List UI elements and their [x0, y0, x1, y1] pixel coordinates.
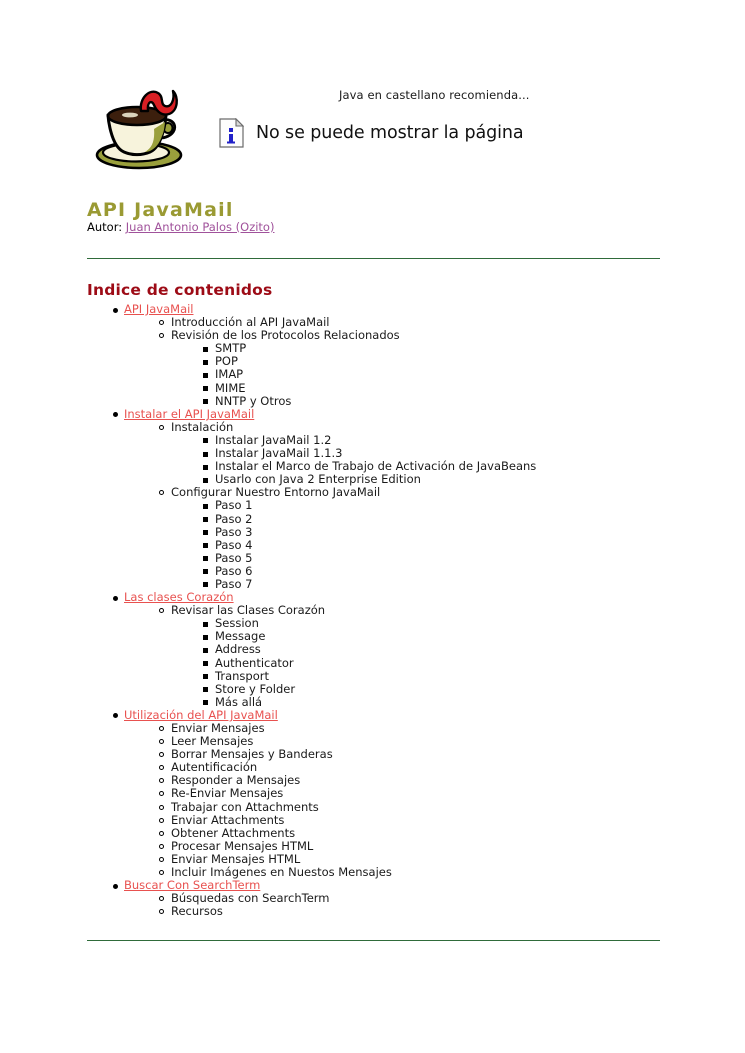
square-bullet-icon [203, 452, 208, 457]
toc-label: Recursos [171, 904, 223, 919]
toc-item-level3 [192, 552, 687, 565]
square-bullet-icon [203, 687, 208, 692]
toc-list-level2 [147, 316, 687, 408]
toc-item-level3 [192, 578, 687, 591]
circle-bullet-icon [159, 844, 164, 849]
toc-label: Paso 6 [215, 563, 253, 578]
java-coffee-cup-logo-icon [92, 84, 188, 172]
toc-label: Paso 4 [215, 537, 253, 552]
index-heading: Indice de contenidos [87, 281, 273, 299]
circle-bullet-icon [159, 320, 164, 325]
circle-bullet-icon [159, 765, 164, 770]
toc-item-level2 [147, 421, 687, 486]
toc-label: POP [215, 354, 238, 369]
toc-label: Incluir Imágenes en Nuestos Mensajes [171, 865, 392, 880]
page-banner [0, 0, 745, 190]
circle-bullet-icon [159, 490, 164, 495]
toc-label: Instalación [171, 419, 234, 434]
disc-bullet-icon [113, 713, 118, 718]
toc-list-level3 [192, 617, 687, 709]
circle-bullet-icon [159, 425, 164, 430]
cannot-show-page-text: No se puede mostrar la página [256, 123, 524, 143]
circle-bullet-icon [159, 896, 164, 901]
toc-label: Instalar el Marco de Trabajo de Activación de JavaBeans [215, 459, 537, 474]
toc-link[interactable]: Utilización del API JavaMail [124, 707, 278, 722]
document-information-icon [219, 118, 244, 148]
toc-label: Borrar Mensajes y Banderas [171, 747, 333, 762]
toc-item-level1 [87, 709, 687, 879]
toc-item-level3 [192, 355, 687, 368]
square-bullet-icon [203, 347, 208, 352]
toc-label: Authenticator [215, 655, 294, 670]
square-bullet-icon [203, 465, 208, 470]
toc-list-level2 [147, 604, 687, 709]
toc-item-level3 [192, 342, 687, 355]
toc-label: Store y Folder [215, 681, 296, 696]
toc-label: Revisar las Clases Corazón [171, 603, 326, 618]
divider-bottom [87, 940, 660, 941]
square-bullet-icon [203, 386, 208, 391]
square-bullet-icon [203, 648, 208, 653]
toc-item-level3 [192, 565, 687, 578]
circle-bullet-icon [159, 831, 164, 836]
toc-label: Transport [215, 668, 269, 683]
toc-item-level3 [192, 513, 687, 526]
toc-item-level3 [192, 395, 687, 408]
circle-bullet-icon [159, 805, 164, 810]
toc-label: NNTP y Otros [215, 393, 292, 408]
toc-item-level3 [192, 368, 687, 381]
toc-link[interactable]: Las clases Corazón [124, 590, 234, 605]
toc-label: Introducción al API JavaMail [171, 315, 330, 330]
toc-item-level3 [192, 539, 687, 552]
toc-list-level2 [147, 892, 687, 918]
toc-link[interactable]: API JavaMail [124, 302, 194, 316]
cannot-show-page-block [219, 118, 524, 148]
square-bullet-icon [203, 478, 208, 483]
toc-label: Instalar JavaMail 1.2 [215, 432, 332, 447]
toc-label: Address [215, 642, 261, 657]
toc-label: Message [215, 629, 266, 644]
circle-bullet-icon [159, 870, 164, 875]
toc-label: Usarlo con Java 2 Enterprise Edition [215, 472, 421, 487]
toc-label: Paso 3 [215, 524, 253, 539]
circle-bullet-icon [159, 818, 164, 823]
toc-label: Instalar JavaMail 1.1.3 [215, 446, 343, 461]
square-bullet-icon [203, 556, 208, 561]
toc-label: Paso 7 [215, 576, 253, 591]
square-bullet-icon [203, 661, 208, 666]
toc-label: Session [215, 616, 259, 631]
toc-item-level3 [192, 499, 687, 512]
toc-label: Paso 1 [215, 498, 253, 513]
circle-bullet-icon [159, 857, 164, 862]
circle-bullet-icon [159, 333, 164, 338]
square-bullet-icon [203, 530, 208, 535]
toc-item-level1 [87, 591, 687, 709]
disc-bullet-icon [113, 412, 118, 417]
square-bullet-icon [203, 360, 208, 365]
toc-label: Leer Mensajes [171, 734, 254, 749]
table-of-contents [87, 303, 687, 918]
square-bullet-icon [203, 399, 208, 404]
author-line [87, 220, 274, 234]
toc-item-level1 [87, 408, 687, 591]
toc-list-level1 [87, 303, 687, 918]
toc-label: Configurar Nuestro Entorno JavaMail [171, 485, 381, 500]
toc-label: Responder a Mensajes [171, 773, 301, 788]
square-bullet-icon [203, 504, 208, 509]
toc-label: Procesar Mensajes HTML [171, 838, 314, 853]
toc-label: Re-Enviar Mensajes [171, 786, 284, 801]
author-label: Autor: [87, 220, 123, 234]
toc-item-level3 [192, 526, 687, 539]
divider-top [87, 258, 660, 259]
toc-label: Paso 5 [215, 550, 253, 565]
circle-bullet-icon [159, 739, 164, 744]
square-bullet-icon [203, 635, 208, 640]
square-bullet-icon [203, 674, 208, 679]
toc-list-level3 [192, 499, 687, 591]
square-bullet-icon [203, 569, 208, 574]
toc-item-level2 [147, 486, 687, 591]
toc-item-level2 [147, 604, 687, 709]
disc-bullet-icon [113, 596, 118, 601]
circle-bullet-icon [159, 726, 164, 731]
toc-label: Enviar Attachments [171, 812, 285, 827]
square-bullet-icon [203, 582, 208, 587]
square-bullet-icon [203, 622, 208, 627]
disc-bullet-icon [113, 884, 118, 889]
toc-link[interactable]: Instalar el API JavaMail [124, 406, 255, 421]
toc-item-level2 [147, 892, 687, 905]
toc-label: Obtener Attachments [171, 825, 296, 840]
toc-list-level3 [192, 434, 687, 486]
toc-label: Revisión de los Protocolos Relacionados [171, 328, 400, 343]
disc-bullet-icon [113, 308, 118, 313]
square-bullet-icon [203, 373, 208, 378]
toc-list-level3 [192, 342, 687, 407]
square-bullet-icon [203, 543, 208, 548]
toc-item-level3 [192, 683, 687, 696]
page-title: API JavaMail [87, 199, 234, 221]
toc-item-level1 [87, 303, 687, 408]
toc-item-level1 [87, 879, 687, 918]
toc-item-level3 [192, 630, 687, 643]
toc-label: MIME [215, 380, 246, 395]
circle-bullet-icon [159, 909, 164, 914]
toc-item-level3 [192, 617, 687, 630]
square-bullet-icon [203, 517, 208, 522]
toc-label: Trabajar con Attachments [171, 799, 319, 814]
square-bullet-icon [203, 438, 208, 443]
toc-label: Más allá [215, 694, 263, 709]
toc-link[interactable]: Buscar Con SearchTerm [124, 878, 261, 893]
author-link[interactable]: Juan Antonio Palos (Ozito) [125, 220, 275, 234]
toc-label: Enviar Mensajes HTML [171, 851, 301, 866]
circle-bullet-icon [159, 752, 164, 757]
toc-item-level2 [147, 329, 687, 408]
square-bullet-icon [203, 700, 208, 705]
toc-label: Paso 2 [215, 511, 253, 526]
circle-bullet-icon [159, 608, 164, 613]
recommend-text: Java en castellano recomienda... [339, 88, 530, 102]
toc-label: Enviar Mensajes [171, 721, 265, 735]
toc-label: Búsquedas con SearchTerm [171, 891, 330, 906]
toc-label: IMAP [215, 367, 244, 382]
toc-label: SMTP [215, 341, 247, 356]
circle-bullet-icon [159, 791, 164, 796]
toc-list-level2 [147, 421, 687, 591]
toc-label: Autentificación [171, 760, 258, 775]
toc-item-level2 [147, 905, 687, 918]
toc-list-level2 [147, 722, 687, 879]
circle-bullet-icon [159, 778, 164, 783]
